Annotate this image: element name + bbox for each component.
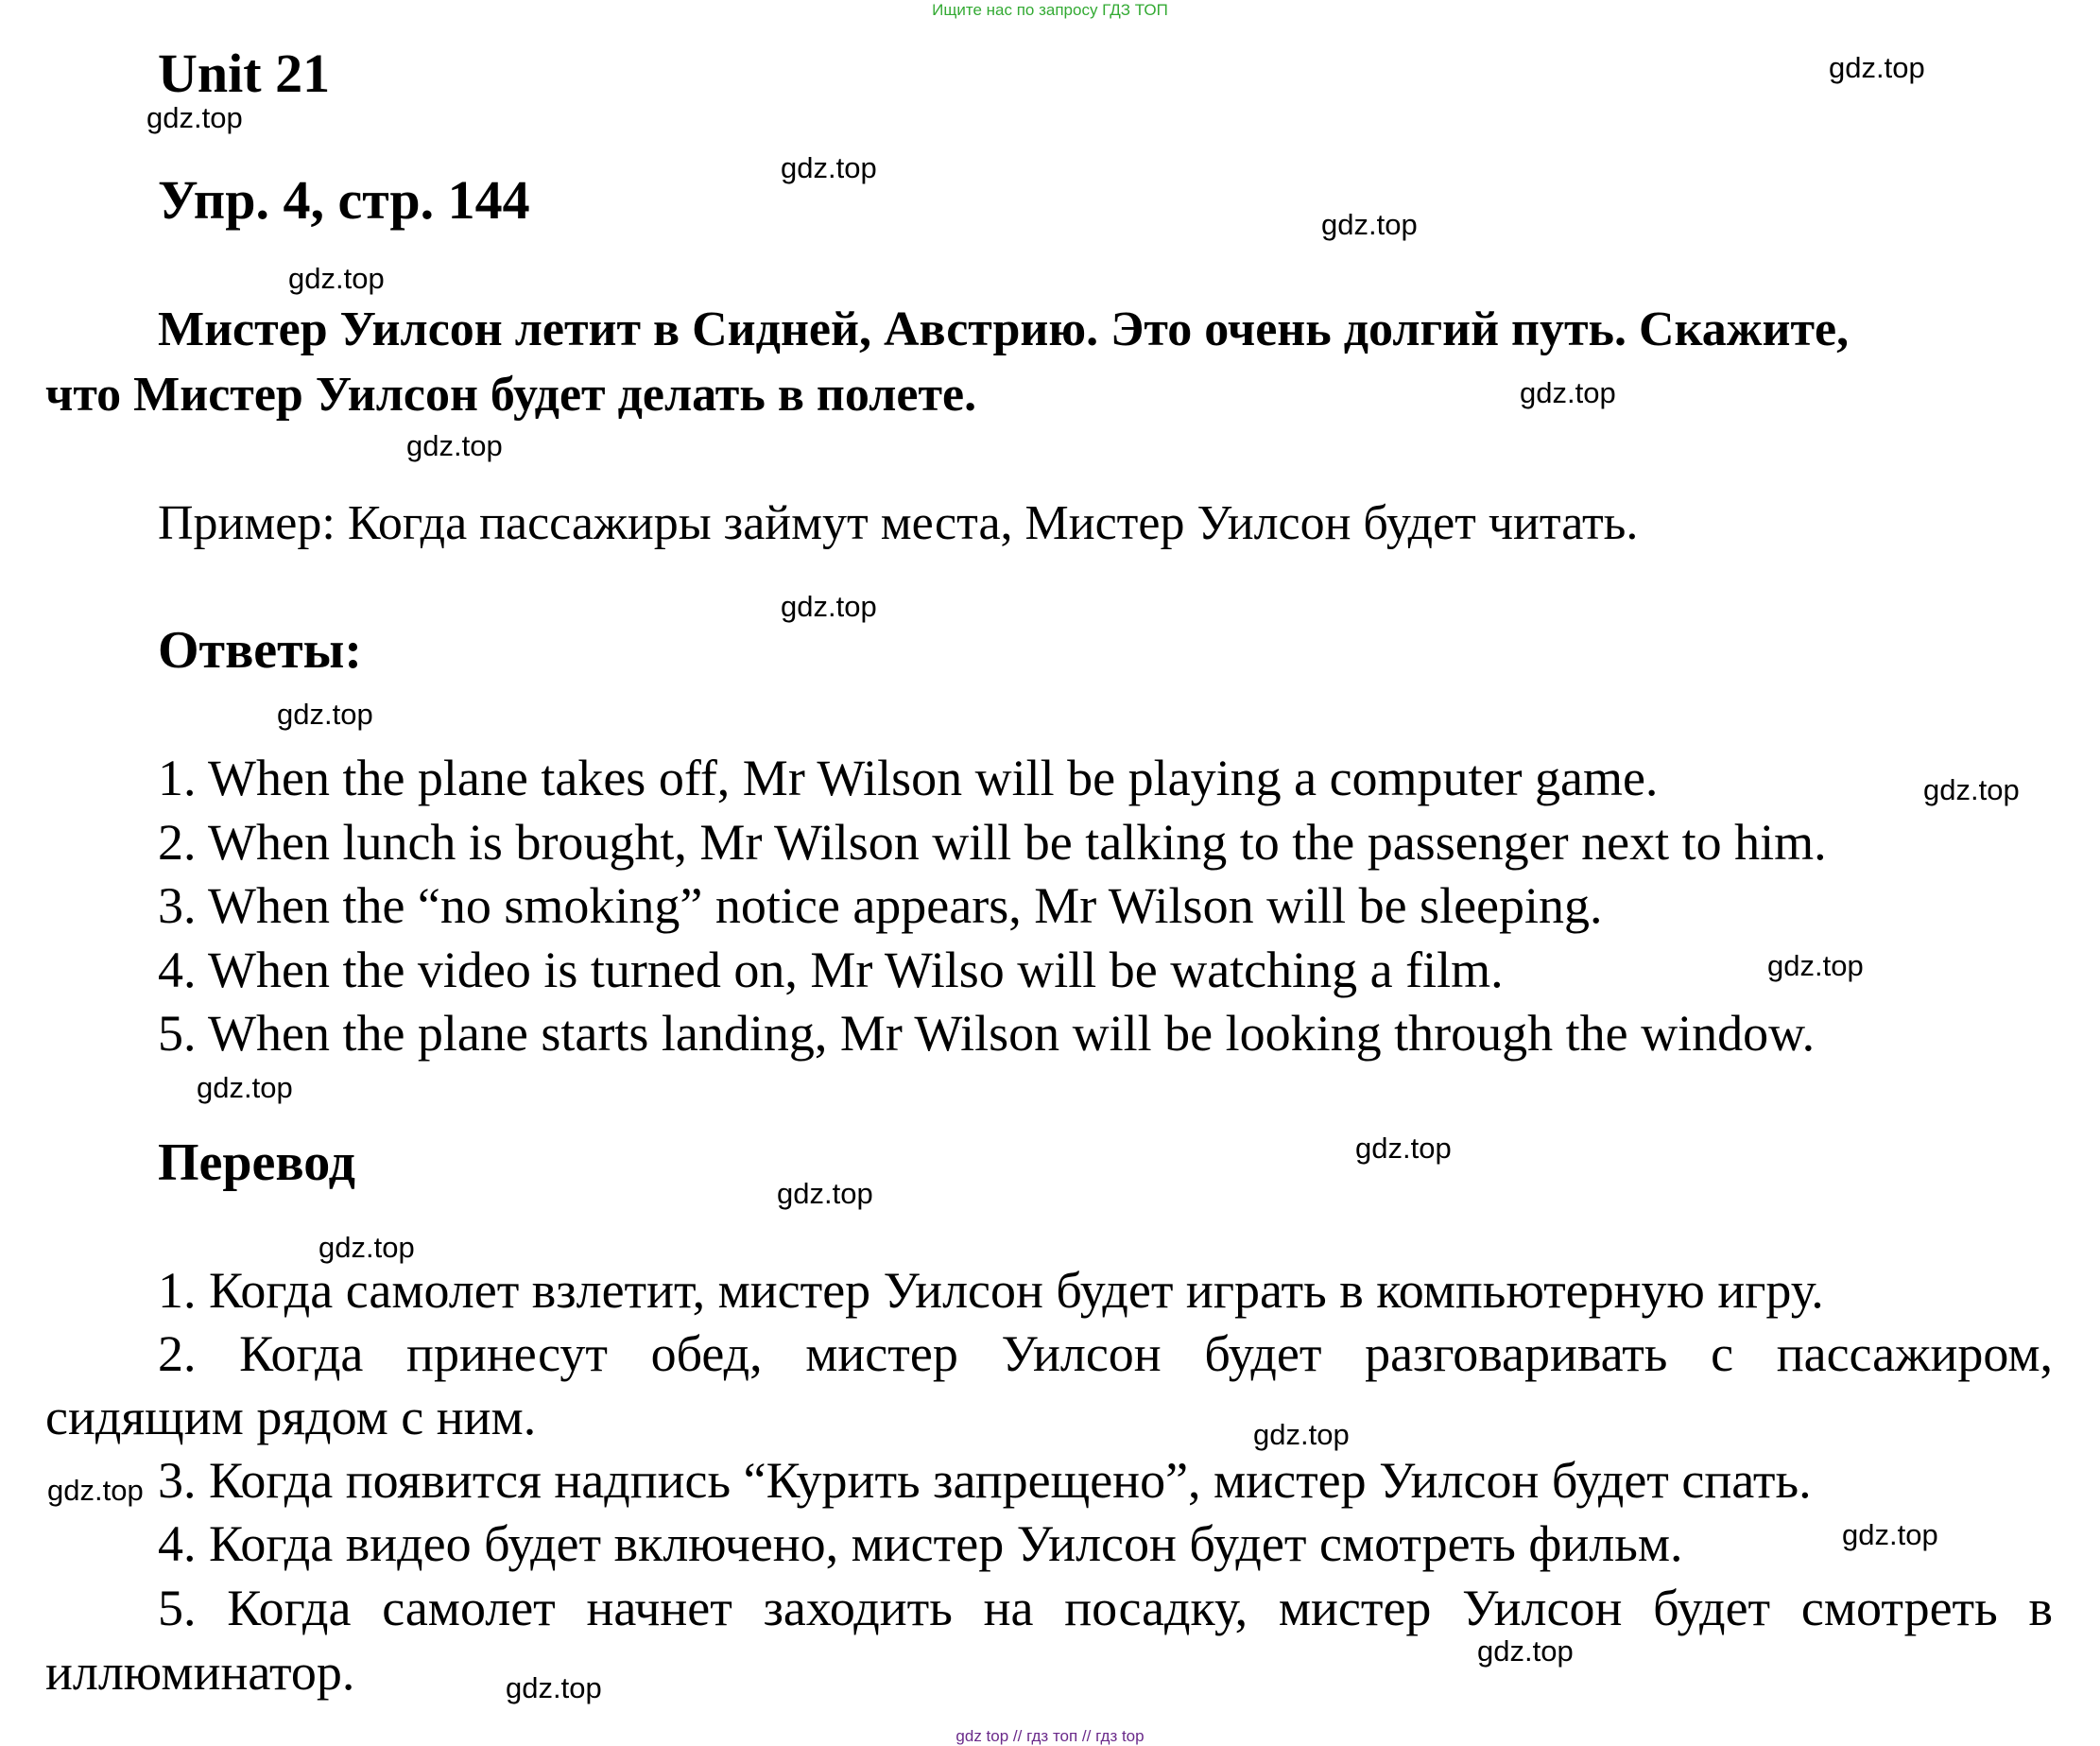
watermark: gdz.top [406,429,503,462]
watermark: gdz.top [318,1231,415,1264]
watermark: gdz.top [1321,208,1418,241]
watermark: gdz.top [1767,949,1864,982]
answer-item: 3. When the “no smoking” notice appears, Mr Wilson will be sleeping. [158,877,1603,934]
translation-line: 1. Когда самолет взлетит, мистер Уилсон будет играть в компьютерную игру. [158,1262,1824,1319]
translation-line: сидящим рядом с ним. [45,1389,537,1445]
exercise-title: Упр. 4, стр. 144 [158,169,530,231]
translation-line: 2. Когда принесут обед, мистер Уилсон будет разговаривать с пассажиром, [158,1325,2053,1382]
watermark: gdz.top [1829,51,1925,84]
watermark: gdz.top [1923,773,2020,806]
watermark: gdz.top [781,151,877,184]
answer-item: 4. When the video is turned on, Mr Wilso will be watching a film. [158,941,1504,998]
answers-list [158,747,1827,1066]
task-line-1: Мистер Уилсон летит в Сидней, Австрию. Это очень долгий путь. Скажите, [158,303,1850,356]
translation-line: 3. Когда появится надпись “Курить запрещено”, мистер Уилсон будет спать. [158,1452,1812,1509]
task-line-2: что Мистер Уилсон будет делать в полете. [45,368,977,422]
watermark: gdz.top [777,1177,873,1210]
answers-heading: Ответы: [158,621,363,680]
translation-line: иллюминатор. [45,1644,355,1701]
watermark: gdz.top [1253,1418,1350,1451]
translation-line: 4. Когда видео будет включено, мистер Уилсон будет смотреть фильм. [158,1515,1683,1572]
watermark: gdz.top [1842,1518,1938,1551]
translation-line: 5. Когда самолет начнет заходить на посадку, мистер Уилсон будет смотреть в [158,1580,2053,1636]
watermark: gdz.top [781,590,877,623]
answer-item: 5. When the plane starts landing, Mr Wilson will be looking through the window. [158,1005,1816,1062]
watermark: gdz.top [146,101,243,134]
watermark: gdz.top [1477,1634,1574,1668]
translation-heading: Перевод [158,1133,355,1192]
unit-title: Unit 21 [158,43,331,104]
answer-item: 2. When lunch is brought, Mr Wilson will be talking to the passenger next to him. [158,813,1827,871]
bottom-banner: gdz top // гдз топ // гдз top [955,1727,1145,1745]
watermark: gdz.top [506,1671,602,1704]
watermark: gdz.top [47,1474,144,1507]
example-text: Пример: Когда пассажиры займут места, Мистер Уилсон будет читать. [158,496,1639,550]
watermark: gdz.top [277,698,373,731]
watermark: gdz.top [197,1071,293,1104]
top-banner: Ищите нас по запросу ГДЗ ТОП [932,1,1168,19]
watermark: gdz.top [1355,1132,1452,1165]
answer-item: 1. When the plane takes off, Mr Wilson will be playing a computer game. [158,750,1659,806]
watermark: gdz.top [288,262,385,295]
watermark: gdz.top [1520,376,1616,409]
